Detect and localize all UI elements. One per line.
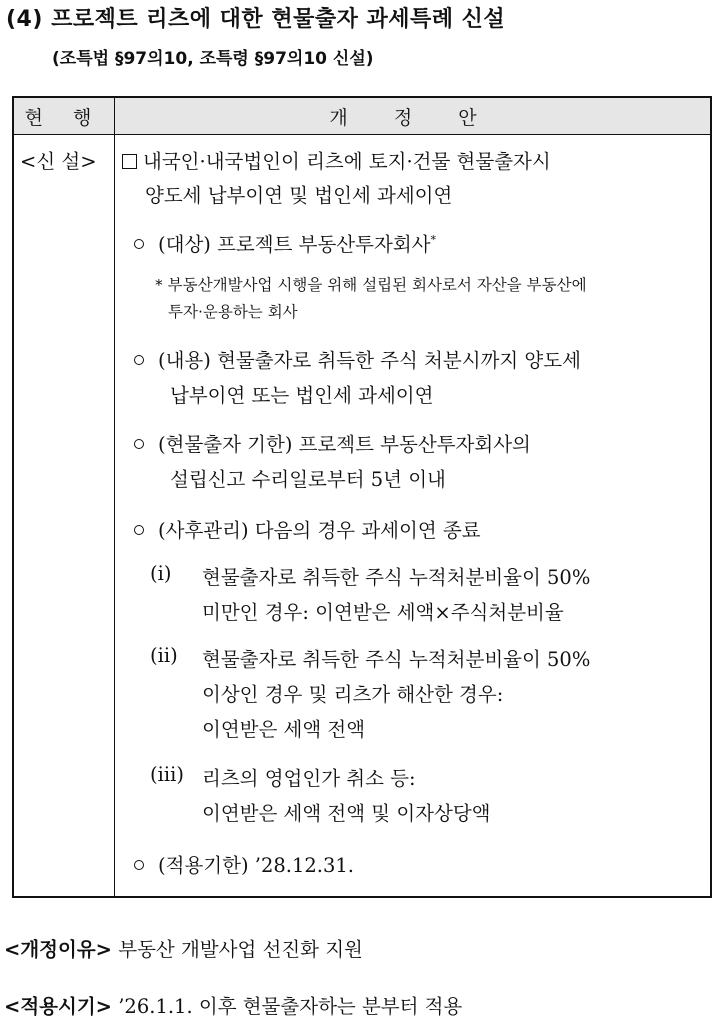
bullet-circle-icon <box>134 239 144 249</box>
item2-line-2: 이상인 경우 및 리츠가 해산한 경우: <box>202 683 504 706</box>
section-title: (4) 프로젝트 리츠에 대한 현물출자 과세특례 신설 <box>6 7 506 32</box>
item2-line-3: 이연받은 세액 전액 <box>202 718 366 741</box>
deadline-line-2: 설립신고 수리일로부터 5년 이내 <box>170 468 446 491</box>
header-proposed: 개 정 안 <box>329 107 497 129</box>
application-timing <box>4 991 462 1019</box>
amendment-table <box>12 96 712 898</box>
item2-line-1: 현물출자로 취득한 주식 누적처분비율이 50% <box>202 648 591 671</box>
note-line-1: * 부동산개발사업 시행을 위해 설립된 회사로서 자산을 부동산에 <box>155 276 587 294</box>
item3-line-2: 이연받은 세액 전액 및 이자상당액 <box>202 802 491 825</box>
bullet-circle-icon <box>134 439 144 449</box>
left-cell-new: <신 설> <box>20 150 97 173</box>
after-line: (사후관리) 다음의 경우 과세이연 종료 <box>134 515 481 543</box>
content-line-1: (내용) 현물출자로 취득한 주식 처분시까지 양도세 <box>134 345 581 373</box>
application-timing-text: ’26.1.1. 이후 현물출자하는 분부터 적용 <box>118 995 463 1018</box>
section-subtitle: (조특법 §97의10, 조특령 §97의10 신설) <box>52 49 374 69</box>
item3-line-1: 리츠의 영업인가 취소 등: <box>202 767 416 790</box>
item2-marker: (ⅱ) <box>150 644 178 667</box>
revision-reason <box>4 934 363 962</box>
revision-reason-label: <개정이유> <box>4 938 113 961</box>
main-line-2: 양도세 납부이연 및 법인세 과세이연 <box>145 184 453 207</box>
deadline-line-1: (현물출자 기한) 프로젝트 부동산투자회사의 <box>134 429 531 457</box>
item1-marker: (ⅰ) <box>150 562 172 585</box>
revision-reason-text: 부동산 개발사업 선진화 지원 <box>118 938 363 961</box>
note-line-2: 투자·운용하는 회사 <box>168 303 298 321</box>
application-timing-label: <적용시기> <box>4 995 113 1018</box>
item3-marker: (ⅲ) <box>150 763 184 786</box>
bullet-circle-icon <box>134 860 144 870</box>
header-current: 현 행 <box>24 107 104 129</box>
content-line-2: 납부이연 또는 법인세 과세이연 <box>170 384 434 407</box>
column-divider <box>114 98 115 896</box>
main-line-1: 내국인·내국법인이 리츠에 토지·건물 현물출자시 <box>122 146 551 174</box>
bullet-circle-icon <box>134 525 144 535</box>
target-line: (대상) 프로젝트 부동산투자회사* <box>134 229 436 257</box>
footnote-mark: * <box>430 233 436 247</box>
item1-line-1: 현물출자로 취득한 주식 누적처분비율이 50% <box>202 566 591 589</box>
apply-line: (적용기한) ’28.12.31. <box>134 850 354 878</box>
item1-line-2: 미만인 경우: 이연받은 세액×주식처분비율 <box>202 601 564 624</box>
checkbox-square-icon <box>122 154 137 169</box>
bullet-circle-icon <box>134 355 144 365</box>
